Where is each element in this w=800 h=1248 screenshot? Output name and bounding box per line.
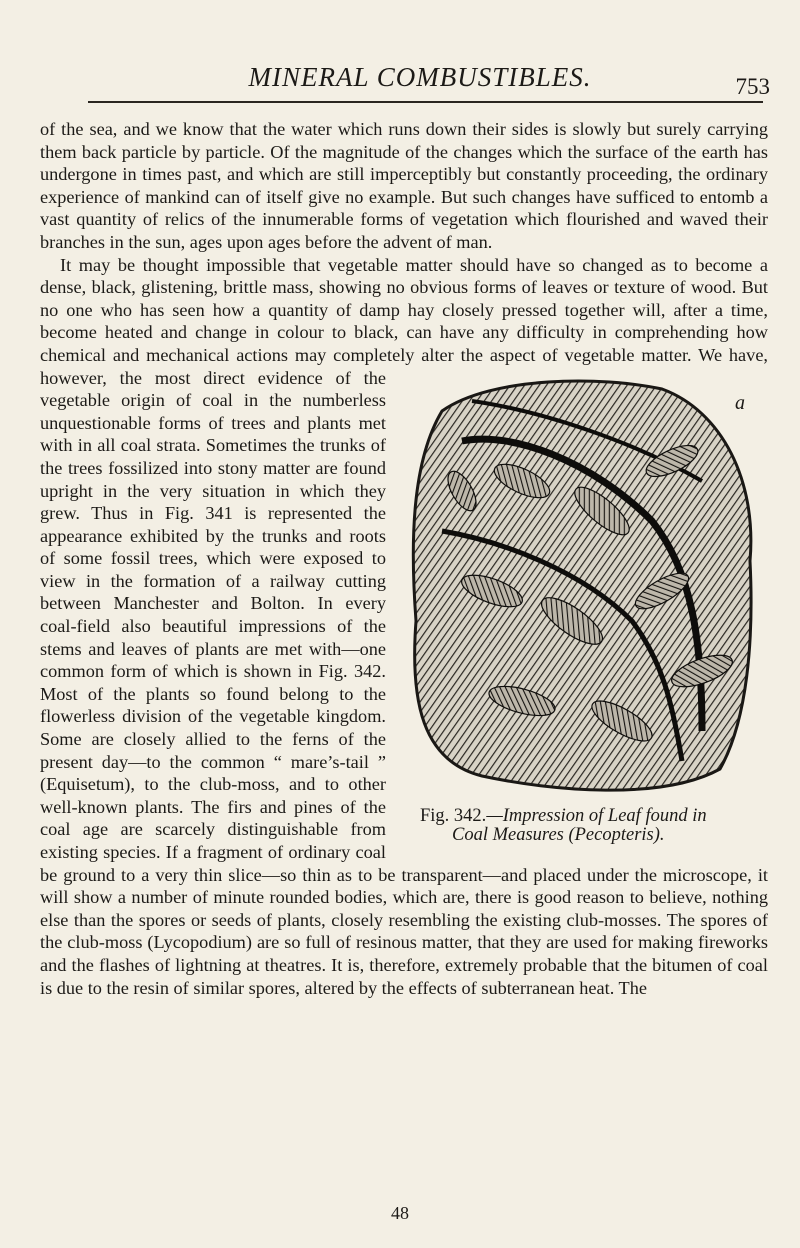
- paragraph-2: [40, 254, 768, 1000]
- figure-caption: [400, 807, 768, 845]
- paragraph-2-lead: It may be thought impossible that vegetable matter should have so changed as to become a dense, black, glistening, brittle mass, showing no obvious forms of leaves or texture of wood. But no one who has seen how a quantity of damp hay closely pressed together will, after a time, become heated and change in colour to black, can have any difficulty in comprehending how chemical and mechanical actions may completely: [40, 254, 768, 365]
- figure-marker-a: a: [735, 391, 745, 414]
- figure-title-line1: —Impression of Leaf found in: [486, 805, 707, 826]
- signature-mark: 48: [391, 1203, 409, 1223]
- figure-label: Fig. 342.: [420, 805, 487, 826]
- paragraph-1: of the sea, and we know that the water which runs down their sides is slowly but surely carrying them back particle by particle. Of the magnitude of the changes which the surface of the earth has undergone in times past, and which are still imperceptibly but constantly proceeding, the ordinary experience of mankind can of itself give no example. But such changes have sufficed to entomb a vast quantity of relics of the innumerable forms of vegetation which flourished and waved their branches in the sun, ages upon ages before the advent of man.: [40, 119, 768, 252]
- body-text: [40, 118, 768, 999]
- fossil-leaf-illustration: [402, 371, 762, 801]
- figure-title-line2: Coal Measures (Pecopteris).: [452, 824, 665, 845]
- page-number: 753: [735, 74, 770, 99]
- header-rule: [88, 101, 763, 103]
- figure-342: [396, 371, 768, 856]
- paragraph-2-rest: alter the aspect of vegetable matter. We have, however, the most direct evidence of the vegetable origin of coal in the numberless unquestionable forms of trees and plants met with in all coal strata. Sometimes the trunks of the trees fossilized into stony matter are found upright in the very situation in which they grew. Thus in Fig. 341 is represented the appearance exhibited by the trunks and roots of some fossil trees, which were exposed to view in the formation of a railway cutting between Manchester and Bolton. In every coal-field also beautiful impressions of the stems and leaves of plants are met with—one common form of which is shown in Fig. 342. Most of the plants so found belong to the flowerless division of the vegetable kingdom. Some are closely allied to the ferns of the present day—to the common “ mare’s-tail ” (Equisetum), to the club-moss, and to other well-known plants. The firs and pines of the coal age are scarcely distinguishable from existing species. If a fragment of ordinary coal be ground to a very thin slice—so thin as to be transparent—and placed under the microscope, it will show a number of minute rounded bodies, which are, there is good reason to believe, nothing else than the spores or seeds of plants, closely resembling the existing club-mosses. The spores of the club-moss (Lycopodium) are so full of resinous matter, that they are used for making fireworks and the flashes of lightning at theatres. It is, therefore, extremely probable that the bitumen of coal is due to the resin of similar spores, altered by the effects of subterranean heat. The: [40, 344, 769, 998]
- running-head: MINERAL COMBUSTIBLES.: [248, 62, 592, 92]
